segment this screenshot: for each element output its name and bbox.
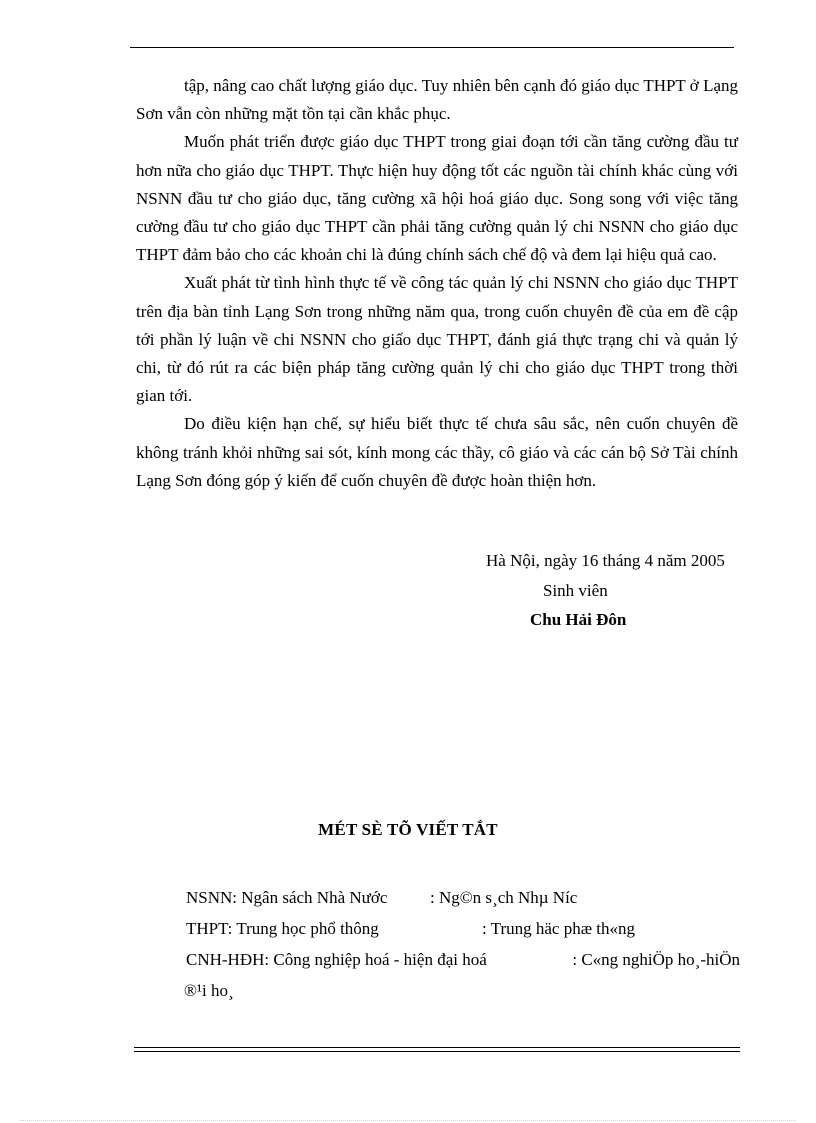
signature-role: Sinh viên xyxy=(543,581,608,600)
abbreviation-item xyxy=(186,913,740,944)
signature-name: Chu Hải Đôn xyxy=(530,610,627,629)
abbreviation-term: THPT: Trung học phổ thông xyxy=(186,919,379,938)
paragraph-2: Muốn phát triển được giáo dục THPT trong giai đoạn tới cần tăng cường đầu tư hơn nữa cho giáo dục THPT. Thực hiện huy động tốt các nguồn tài chính khác cùng với NSNN đầu tư cho giáo dục, tăng cường xã hội hoá giáo dục. Song song với việc tăng cường đầu tư cho giáo dục THPT cần phải tăng cường quản lý chi NSNN cho giáo dục THPT đảm bảo cho các khoản chi là đúng chính sách chế độ và đem lại hiệu quả cao. xyxy=(136,132,738,265)
page-edge-dots xyxy=(20,1120,796,1121)
abbreviation-item xyxy=(186,882,740,913)
abbreviation-legacy-text: : C«ng nghiÖp ho¸-hiÖn xyxy=(572,950,740,969)
paragraph-4: Do điều kiện hạn chế, sự hiểu biết thực tế chưa sâu sắc, nên cuốn chuyên đề không tránh khỏi những sai sót, kính mong các thầy, cô giáo và các cán bộ Sở Tài chính Lạng Sơn đóng góp ý kiến để cuốn chuyên đề được hoàn thiện hơn. xyxy=(136,414,738,490)
abbreviation-term: CNH-HĐH: Công nghiệp hoá - hiện đại hoá xyxy=(186,950,487,969)
abbreviation-continuation xyxy=(184,975,740,1006)
signature-date: Hà Nội, ngày 16 tháng 4 năm 2005 xyxy=(486,551,725,570)
footer-double-rule xyxy=(134,1047,740,1052)
abbreviations-list xyxy=(186,882,740,1006)
paragraph-1: tập, nâng cao chất lượng giáo dục. Tuy nhiên bên cạnh đó giáo dục THPT ở Lạng Sơn vẫn còn những mặt tồn tại cần khắc phục. xyxy=(136,76,738,124)
abbreviations-title: MÉT SÈ TÕ VIẾT TẮT xyxy=(318,820,498,839)
abbreviation-legacy-text: : Ng©n s¸ch Nhµ Níc xyxy=(430,888,578,907)
header-rule xyxy=(130,47,734,48)
paragraph-3: Xuất phát từ tình hình thực tế về công tác quản lý chi NSNN cho giáo dục THPT trên địa bàn tỉnh Lạng Sơn trong những năm qua, trong cuốn chuyên đề của em đề cập tới phần lý luận về chi NSNN cho giấo dục THPT, đánh giá thực trạng chi và quản lý chi, từ đó rút ra các biện pháp tăng cường quản lý chi cho giáo dục THPT trong thời gian tới. xyxy=(136,273,738,406)
abbreviation-term: NSNN: Ngân sách Nhà Nước xyxy=(186,888,388,907)
abbreviation-legacy-text: : Trung häc phæ th«ng xyxy=(482,919,636,938)
document-body xyxy=(136,72,738,495)
abbreviation-legacy-continuation: ®¹i ho¸ xyxy=(184,981,234,1000)
abbreviation-item xyxy=(186,944,740,975)
